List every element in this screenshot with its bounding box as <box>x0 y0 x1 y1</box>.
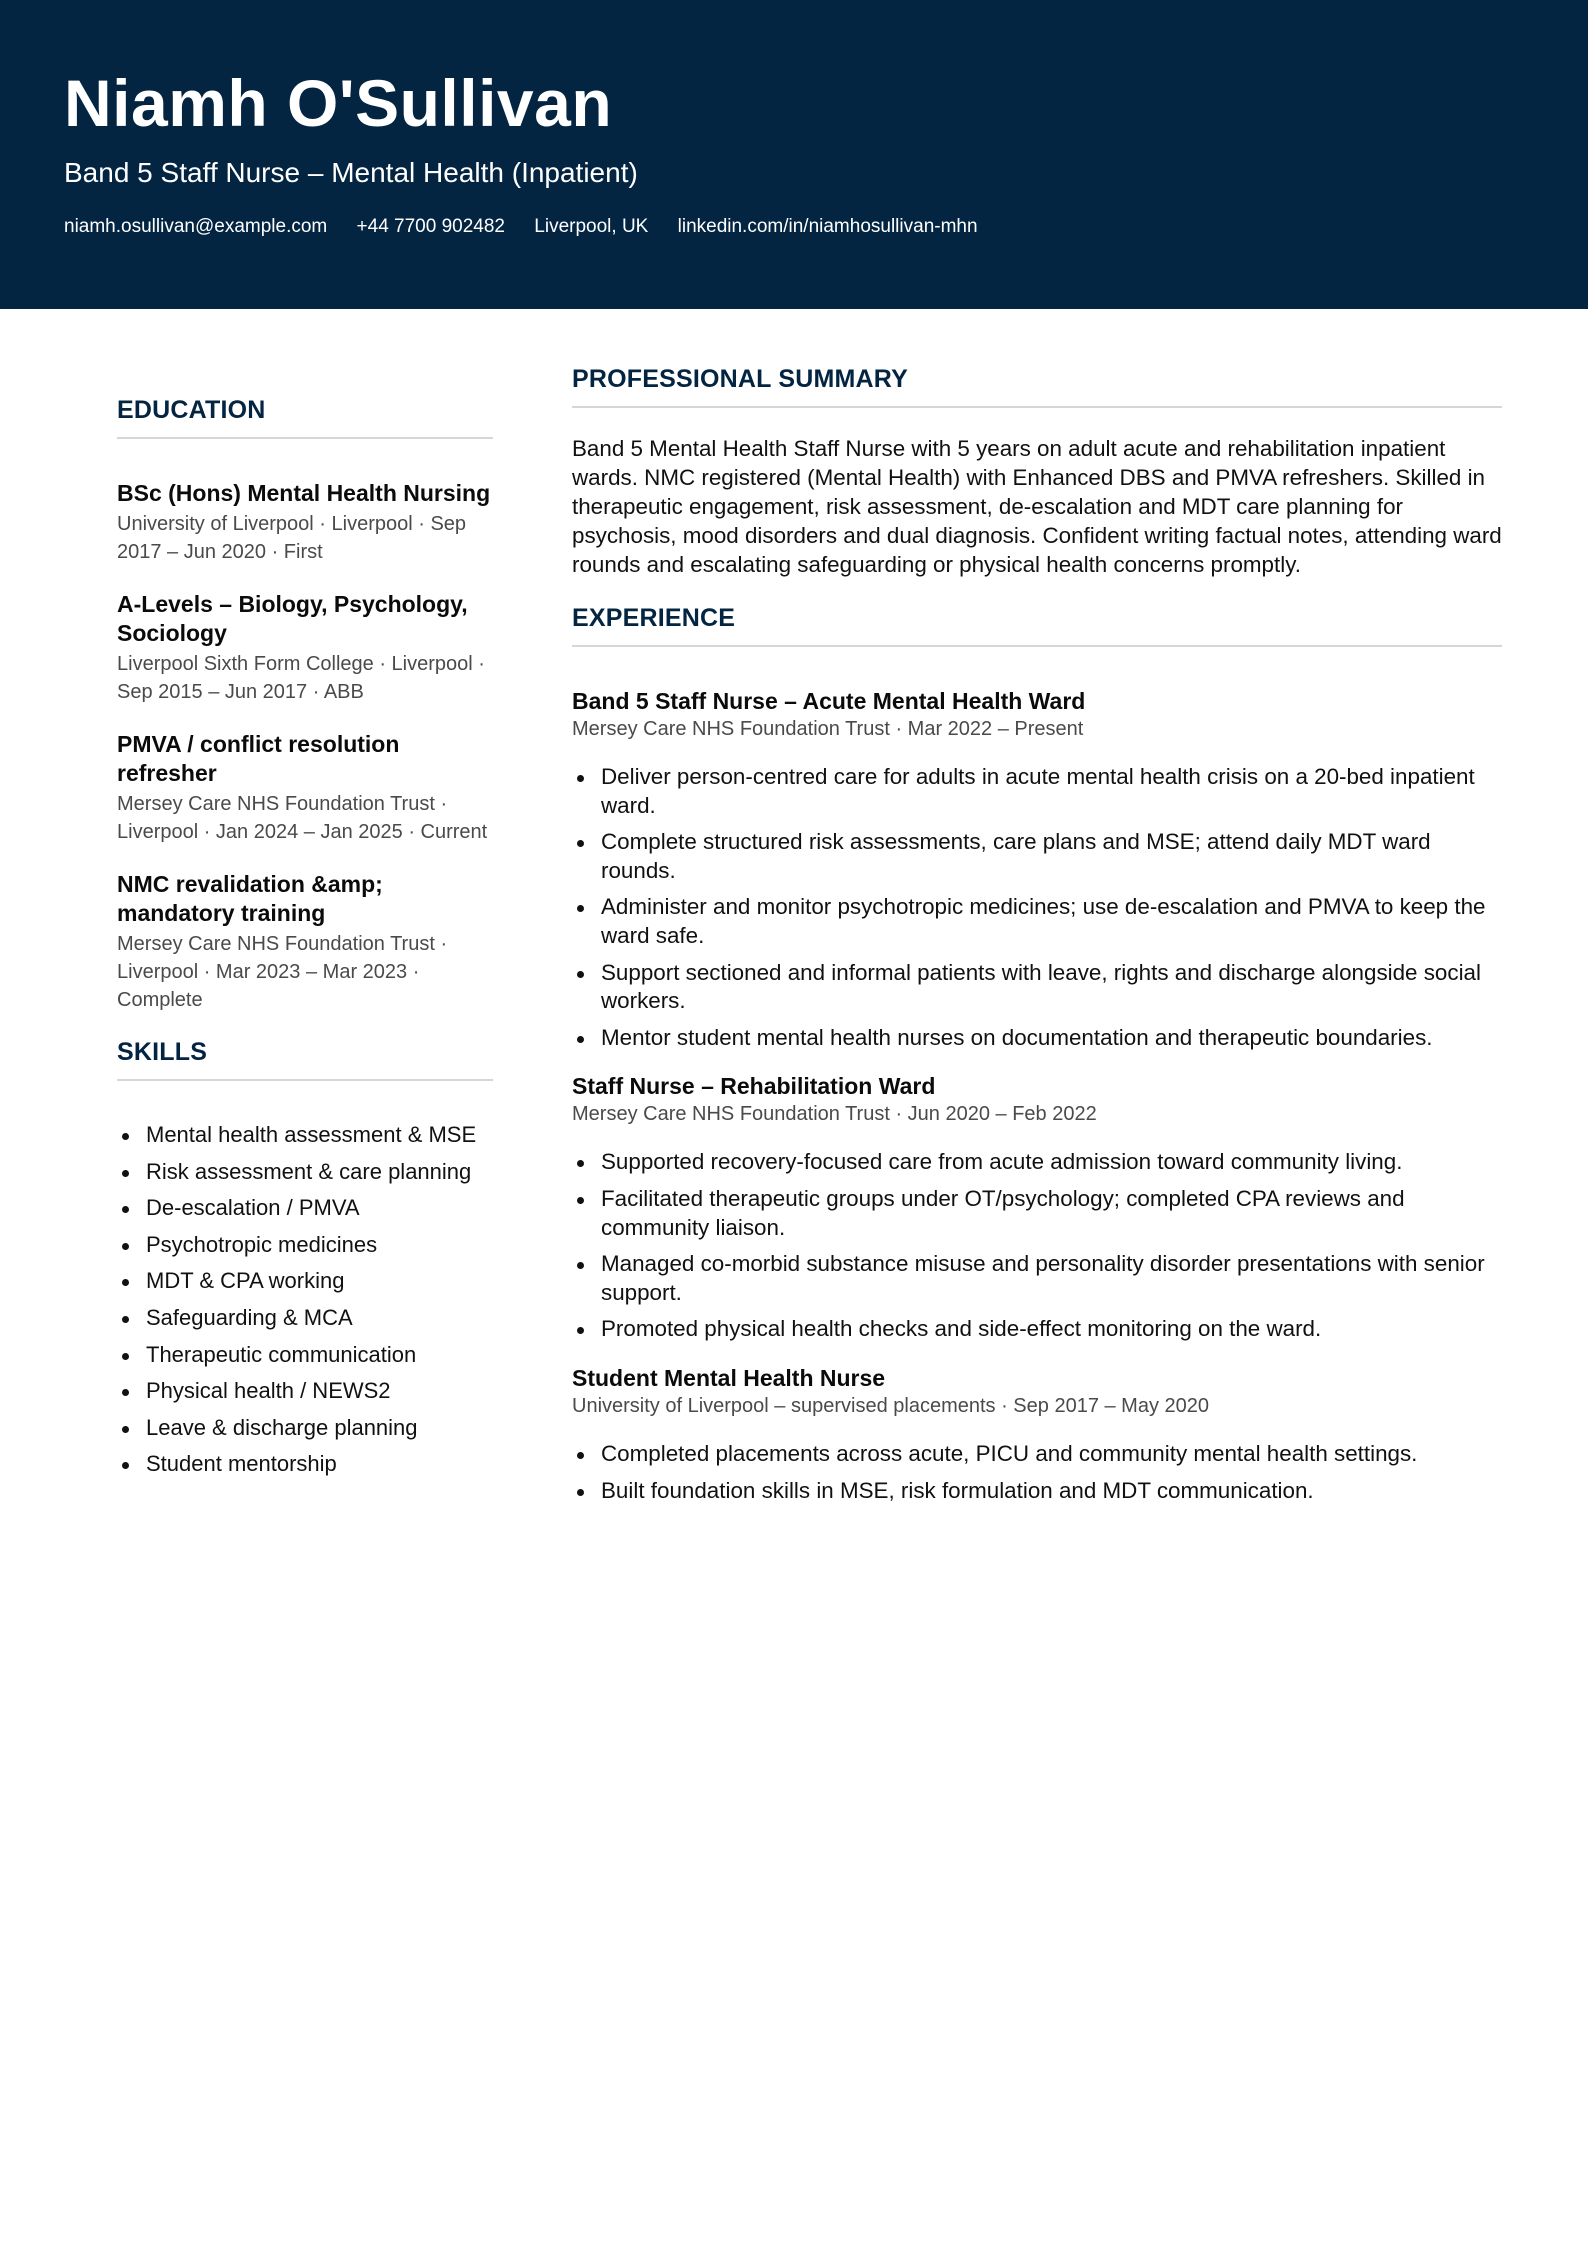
job-bullet: Support sectioned and informal patients with leave, rights and discharge alongside social workers. <box>572 959 1502 1016</box>
left-column <box>117 393 493 1483</box>
education-title: NMC revalidation &amp; mandatory training <box>117 871 383 926</box>
skill-item: Physical health / NEWS2 <box>117 1373 493 1410</box>
job-meta: Mersey Care NHS Foundation Trust · Mar 2022 – Present <box>572 718 1084 740</box>
job-title: Staff Nurse – Rehabilitation Ward <box>572 1073 936 1100</box>
skill-item: Safeguarding & MCA <box>117 1300 493 1337</box>
job-bullet: Managed co-morbid substance misuse and personality disorder presentations with senior support. <box>572 1250 1502 1307</box>
education-list <box>117 479 493 1014</box>
job-bullets <box>572 763 1502 1052</box>
job-bullet: Completed placements across acute, PICU and community mental health settings. <box>572 1440 1502 1469</box>
experience-heading: EXPERIENCE <box>572 601 1502 647</box>
education-title: PMVA / conflict resolution refresher <box>117 731 400 786</box>
job-bullet: Supported recovery-focused care from acute admission toward community living. <box>572 1148 1502 1177</box>
job-bullet: Administer and monitor psychotropic medicines; use de-escalation and PMVA to keep the ward safe. <box>572 893 1502 950</box>
education-title: A-Levels – Biology, Psychology, Sociology <box>117 591 468 646</box>
skill-item: MDT & CPA working <box>117 1263 493 1300</box>
job-bullet: Mentor student mental health nurses on documentation and therapeutic boundaries. <box>572 1024 1502 1053</box>
job-entry <box>572 687 1502 1052</box>
resume-header <box>0 0 1588 309</box>
skills-section <box>117 1035 493 1483</box>
skills-list <box>117 1117 493 1483</box>
job-bullet: Promoted physical health checks and side-effect monitoring on the ward. <box>572 1315 1502 1344</box>
job-entry <box>572 1364 1502 1505</box>
contact-phone[interactable]: +44 7700 902482 <box>356 216 505 237</box>
job-bullet: Complete structured risk assessments, care plans and MSE; attend daily MDT ward rounds. <box>572 828 1502 885</box>
job-bullets <box>572 1440 1502 1505</box>
experience-section <box>572 601 1502 1505</box>
skill-item: De-escalation / PMVA <box>117 1190 493 1227</box>
skills-heading: SKILLS <box>117 1035 493 1081</box>
education-item <box>117 730 493 846</box>
education-item <box>117 590 493 706</box>
education-meta: University of Liverpool · Liverpool · Sep 2017 – Jun 2020 · First <box>117 513 467 563</box>
skill-item: Psychotropic medicines <box>117 1227 493 1264</box>
skill-item: Therapeutic communication <box>117 1337 493 1374</box>
candidate-role: Band 5 Staff Nurse – Mental Health (Inpatient) <box>64 157 638 188</box>
job-entry <box>572 1072 1502 1344</box>
education-title: BSc (Hons) Mental Health Nursing <box>117 480 491 506</box>
skill-item: Risk assessment & care planning <box>117 1154 493 1191</box>
education-section <box>117 393 493 1014</box>
skill-item: Mental health assessment & MSE <box>117 1117 493 1154</box>
right-column <box>572 362 1502 1513</box>
education-meta: Mersey Care NHS Foundation Trust · Liverpool · Jan 2024 – Jan 2025 · Current <box>117 793 488 843</box>
contact-linkedin[interactable]: linkedin.com/in/niamhosullivan-mhn <box>677 216 978 237</box>
education-item <box>117 479 493 566</box>
job-bullets <box>572 1148 1502 1344</box>
education-meta: Mersey Care NHS Foundation Trust · Liverpool · Mar 2023 – Mar 2023 · Complete <box>117 933 448 1011</box>
summary-section <box>572 362 1502 579</box>
skill-item: Leave & discharge planning <box>117 1410 493 1447</box>
job-meta: Mersey Care NHS Foundation Trust · Jun 2020 – Feb 2022 <box>572 1103 1097 1126</box>
contact-line <box>64 214 1002 240</box>
education-item <box>117 870 493 1014</box>
contact-email[interactable]: niamh.osullivan@example.com <box>64 216 328 237</box>
job-bullet: Deliver person-centred care for adults in acute mental health crisis on a 20-bed inpatient ward. <box>572 763 1502 820</box>
job-bullet: Built foundation skills in MSE, risk formulation and MDT communication. <box>572 1477 1502 1506</box>
job-bullet: Facilitated therapeutic groups under OT/psychology; completed CPA reviews and community liaison. <box>572 1185 1502 1242</box>
skill-item: Student mentorship <box>117 1446 493 1483</box>
job-meta: University of Liverpool – supervised placements · Sep 2017 – May 2020 <box>572 1394 1210 1417</box>
contact-location: Liverpool, UK <box>534 216 649 237</box>
education-meta: Liverpool Sixth Form College · Liverpool · Sep 2015 – Jun 2017 · ABB <box>117 653 485 703</box>
job-title: Student Mental Health Nurse <box>572 1364 886 1391</box>
job-title: Band 5 Staff Nurse – Acute Mental Health Ward <box>572 688 1086 714</box>
candidate-name: Niamh O'Sullivan <box>64 66 613 140</box>
summary-heading: PROFESSIONAL SUMMARY <box>572 362 1502 408</box>
summary-text: Band 5 Mental Health Staff Nurse with 5 years on adult acute and rehabilitation inpatient wards. NMC registered (Mental Health) with Enhanced DBS and PMVA refreshers. Skilled in therapeutic engagement, risk assessment, de-escalation and MDT care planning for psychosis, mood disorders and dual diagnosis. Confident writing factual notes, attending ward rounds and escalating safeguarding or physical health concerns promptly. <box>572 436 1502 577</box>
education-heading: EDUCATION <box>117 393 493 439</box>
